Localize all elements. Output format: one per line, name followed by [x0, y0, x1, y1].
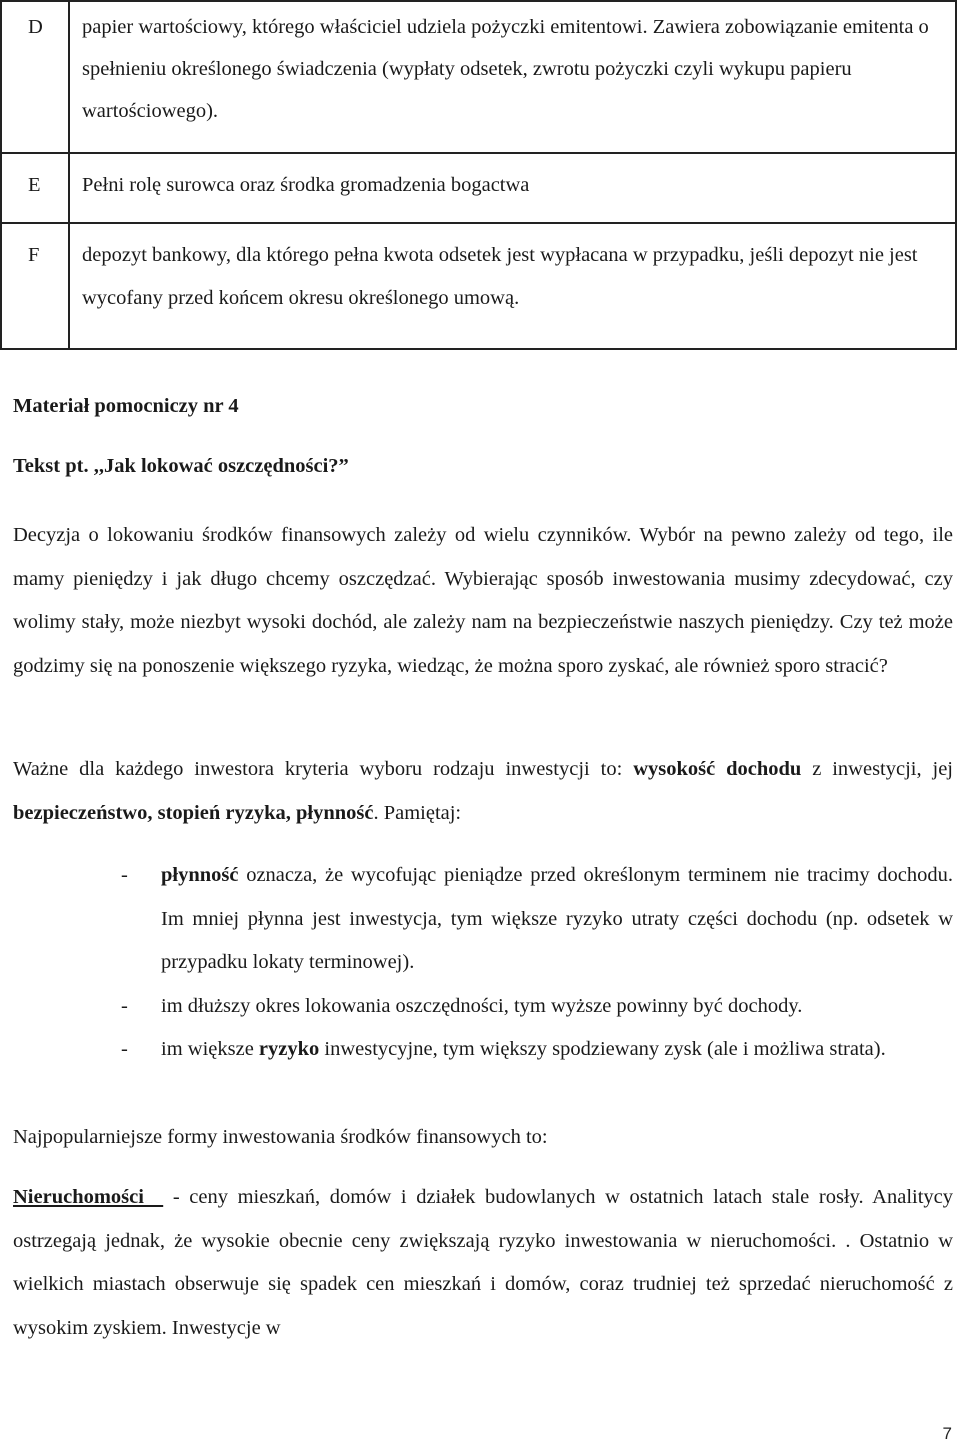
table-row	[1, 223, 956, 349]
text-heading: Tekst pt. ,,Jak lokować oszczędności?”	[13, 455, 349, 477]
bullet-dash: -	[121, 994, 128, 1017]
table-row	[1, 153, 956, 223]
page-number: 7	[942, 1424, 952, 1443]
paragraph-real-estate	[13, 1176, 953, 1350]
material-heading: Materiał pomocniczy nr 4	[13, 395, 239, 417]
table-row	[1, 1, 956, 153]
criteria-bold-income: wysokość dochodu	[633, 758, 802, 780]
bullet-text: oznacza, że wycofując pieniądze przed określonym terminem nie tracimy dochodu. Im mniej płynna jest inwestycja, tym większe ryzyko utraty części dochodu (np. odsetek w przypadku lokaty terminowej).	[161, 864, 953, 973]
bullet-text: im większe	[161, 1038, 259, 1060]
row-definition: depozyt bankowy, dla którego pełna kwota odsetek jest wypłacana w przypadku, jeśli depozyt nie jest wycofany przed końcem okresu określonego umową.	[69, 223, 956, 349]
criteria-text: Ważne dla każdego inwestora kryteria wyboru rodzaju inwestycji to:	[13, 758, 634, 780]
bullet-bold: płynność	[161, 864, 239, 886]
row-letter: D	[1, 1, 69, 153]
bullet-text: inwestycyjne, tym większy spodziewany zysk (ale i możliwa strata).	[319, 1038, 886, 1060]
list-item	[121, 985, 953, 1029]
row-letter: E	[1, 153, 69, 223]
list-item	[121, 854, 953, 985]
paragraph-forms: Najpopularniejsze formy inwestowania środków finansowych to:	[13, 1126, 548, 1148]
row-definition: papier wartościowy, którego właściciel udziela pożyczki emitentowi. Zawiera zobowiązanie emitenta o spełnieniu określonego świadczenia (wypłaty odsetek, zwrotu pożyczki czyli wykupu papieru wartościowego).	[69, 1, 956, 153]
list-item	[121, 1028, 953, 1072]
bullet-bold: ryzyko	[258, 1038, 320, 1060]
paragraph-criteria	[13, 748, 953, 835]
real-estate-text: - ceny mieszkań, domów i działek budowlanych w ostatnich latach stale rosły. Analitycy ostrzegają jednak, że wysokie obecnie ceny zwiększają ryzyko inwestowania w nieruchomości. . Ostatnio w wielkich miastach obserwuje się spadek cen mieszkań i domów, coraz trudniej też sprzedać nieruchomość z wysokim zyskiem. Inwestycje w	[13, 1186, 954, 1339]
bullet-dash: -	[121, 1038, 128, 1060]
bullet-dash: -	[121, 864, 128, 886]
criteria-bold-safety: bezpieczeństwo, stopień ryzyka, płynność	[13, 801, 374, 824]
real-estate-term: Nieruchomości	[13, 1186, 164, 1208]
row-letter: F	[1, 223, 69, 349]
criteria-text: . Pamiętaj:	[373, 801, 462, 824]
bullet-list	[121, 854, 953, 1072]
definitions-table	[0, 0, 957, 350]
row-definition: Pełni rolę surowca oraz środka gromadzenia bogactwa	[69, 153, 956, 223]
paragraph-intro: Decyzja o lokowaniu środków finansowych zależy od wielu czynników. Wybór na pewno zależy od tego, ile mamy pieniędzy i jak długo chcemy oszczędzać. Wybierając sposób inwestowania musimy zdecydować, czy wolimy stały, może niezbyt wysoki dochód, ale zależy nam na bezpieczeństwie naszych pieniędzy. Czy też może godzimy się na ponoszenie większego ryzyka, wiedząc, że można sporo zyskać, ale również sporo stracić?	[13, 524, 953, 677]
criteria-text: z inwestycji, jej	[801, 758, 954, 780]
bullet-text: im dłuższy okres lokowania oszczędności, tym wyższe powinny być dochody.	[161, 994, 803, 1017]
